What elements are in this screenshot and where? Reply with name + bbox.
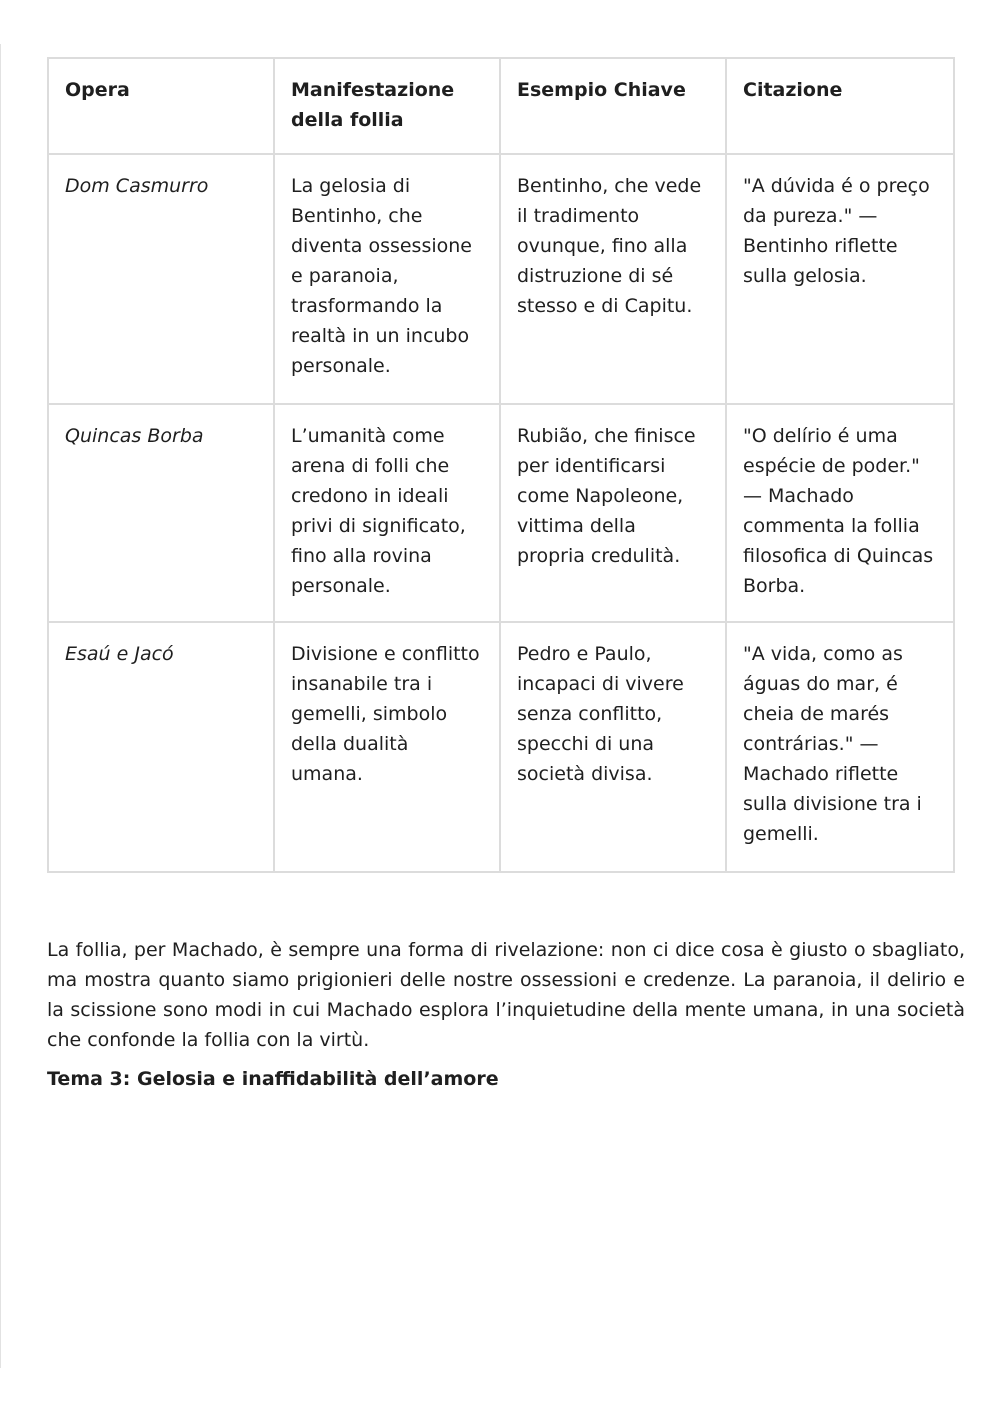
- cell-esempio: Bentinho, che vede il tradimento ovunque, fino alla distruzione di sé stesso e di Capitu.: [500, 154, 726, 404]
- follia-table: [47, 57, 955, 873]
- cell-citazione: "A dúvida é o preço da pureza." — Bentinho riflette sulla gelosia.: [726, 154, 954, 404]
- table-header-row: [48, 58, 954, 154]
- cell-opera: Dom Casmurro: [48, 154, 274, 404]
- cell-manifestazione: L’umanità come arena di folli che credono in ideali privi di significato, fino alla rovina personale.: [274, 404, 500, 622]
- cell-citazione: "O delírio é uma espécie de poder." — Machado commenta la follia filosofica di Quincas Borba.: [726, 404, 954, 622]
- page-left-edge: [0, 44, 1, 1368]
- section-heading: Tema 3: Gelosia e inaffidabilità dell’amore: [47, 1068, 499, 1090]
- table-row: [48, 622, 954, 872]
- body-paragraph: La follia, per Machado, è sempre una forma di rivelazione: non ci dice cosa è giusto o sbagliato, ma mostra quanto siamo prigionieri delle nostre ossessioni e credenze. La paranoia, il delirio e la scissione sono modi in cui Machado esplora l’inquietudine della mente umana, in una società che confonde la follia con la virtù.: [47, 939, 965, 1051]
- header-manifestazione: Manifestazione della follia: [274, 58, 500, 154]
- header-esempio: Esempio Chiave: [500, 58, 726, 154]
- header-opera: Opera: [48, 58, 274, 154]
- header-citazione: Citazione: [726, 58, 954, 154]
- table-row: [48, 404, 954, 622]
- cell-manifestazione: Divisione e conflitto insanabile tra i gemelli, simbolo della dualità umana.: [274, 622, 500, 872]
- cell-opera: Esaú e Jacó: [48, 622, 274, 872]
- cell-opera: Quincas Borba: [48, 404, 274, 622]
- cell-esempio: Rubião, che finisce per identificarsi come Napoleone, vittima della propria credulità.: [500, 404, 726, 622]
- cell-citazione: "A vida, como as águas do mar, é cheia de marés contrárias." — Machado riflette sulla divisione tra i gemelli.: [726, 622, 954, 872]
- cell-esempio: Pedro e Paulo, incapaci di vivere senza conflitto, specchi di una società divisa.: [500, 622, 726, 872]
- table-row: [48, 154, 954, 404]
- cell-manifestazione: La gelosia di Bentinho, che diventa ossessione e paranoia, trasformando la realtà in un incubo personale.: [274, 154, 500, 404]
